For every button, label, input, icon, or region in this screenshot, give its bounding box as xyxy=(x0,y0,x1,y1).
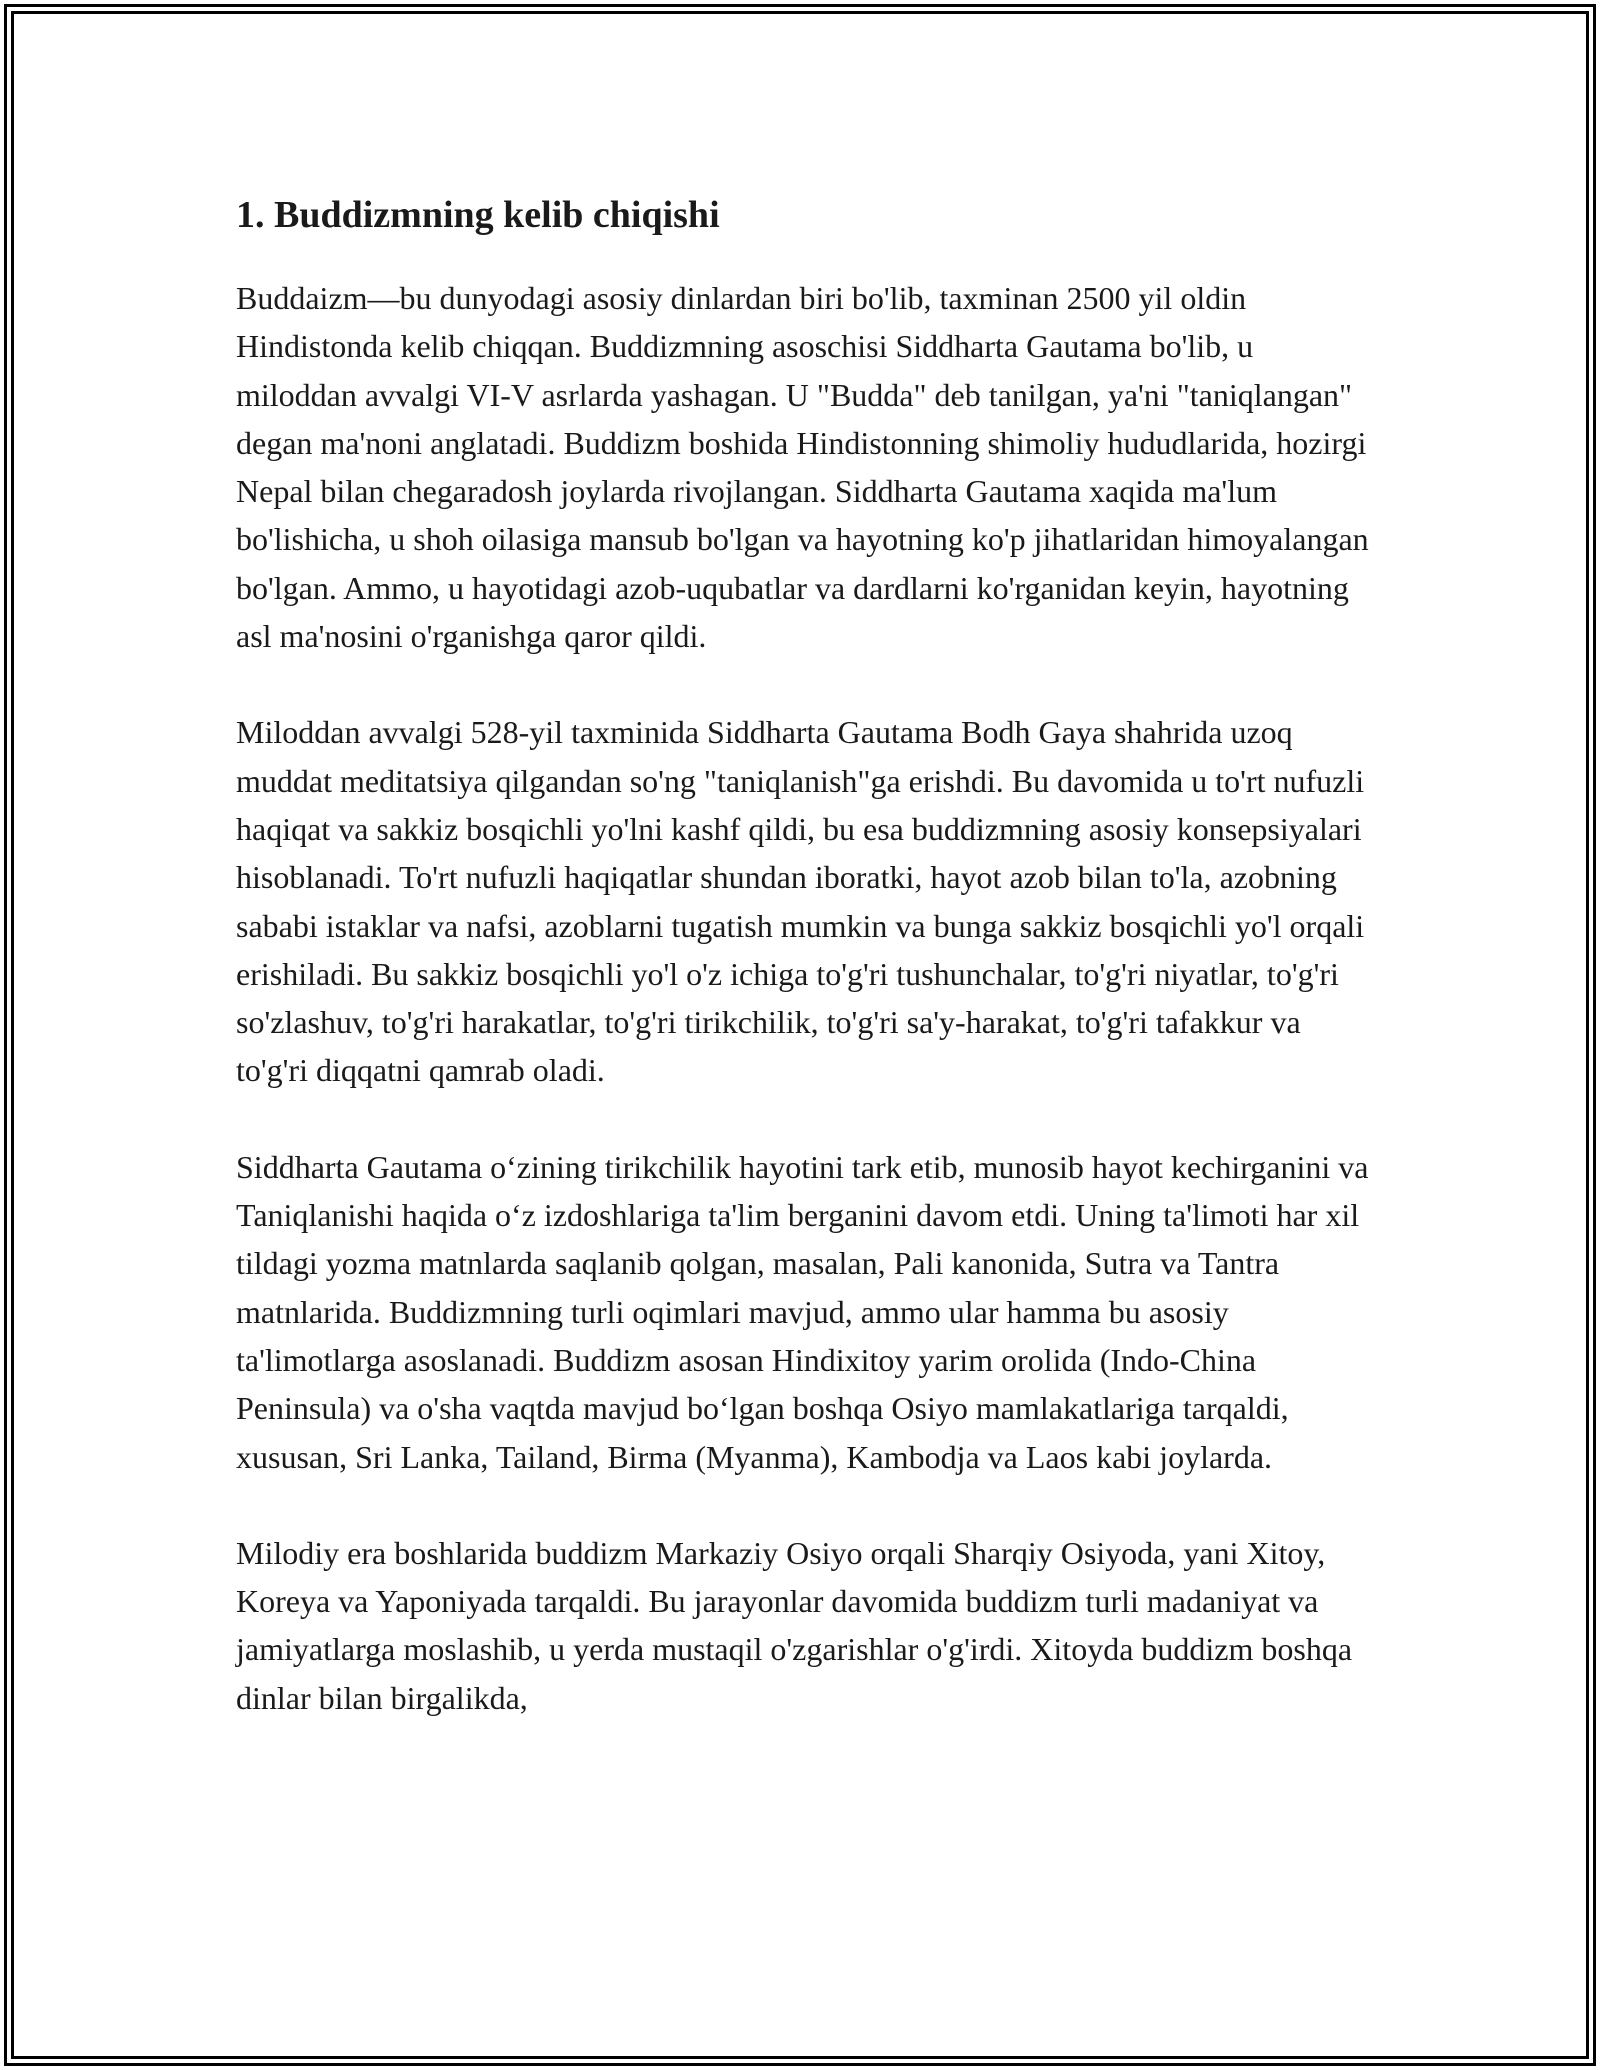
document-body xyxy=(236,190,1376,1770)
paragraph-3: Siddharta Gautama o‘zining tirikchilik hayotini tark etib, munosib hayot kechirganini va Taniqlanishi haqida o‘z izdoshlariga ta'lim berganini davom etdi. Uning ta'limoti har xil tildagi yozma matnlarda saqlanib qolgan, masalan, Pali kanonida, Sutra va Tantra matnlarida. Buddizmning turli oqimlari mavjud, ammo ular hamma bu asosiy ta'limotlarga asoslanadi. Buddizm asosan Hindixitoy yarim orolida (Indo-China Peninsula) va o'sha vaqtda mavjud bo‘lgan boshqa Osiyo mamlakatlariga tarqaldi, xususan, Sri Lanka, Tailand, Birma (Myanma), Kambodja va Laos kabi joylarda. xyxy=(236,1148,1369,1475)
paragraph-1: Buddaizm—bu dunyodagi asosiy dinlardan biri bo'lib, taxminan 2500 yil oldin Hindistonda kelib chiqqan. Buddizmning asoschisi Siddharta Gautama bo'lib, u miloddan avvalgi VI-V asrlarda yashagan. U "Budda" deb tanilgan, ya'ni "taniqlangan" degan ma'noni anglatadi. Buddizm boshida Hindistonning shimoliy hududlarida, hozirgi Nepal bilan chegaradosh joylarda rivojlangan. Siddharta Gautama xaqida ma'lum bo'lishicha, u shoh oilasiga mansub bo'lgan va hayotning ko'p jihatlaridan himoyalangan bo'lgan. Ammo, u hayotidagi azob-uqubatlar va dardlarni ko'rganidan keyin, hayotning asl ma'nosini o'rganishga qaror qildi. xyxy=(236,280,1369,655)
paragraph-4: Milodiy era boshlarida buddizm Markaziy Osiyo orqali Sharqiy Osiyoda, yani Xitoy, Koreya va Yaponiyada tarqaldi. Bu jarayonlar davomida buddizm turli madaniyat va jamiyatlarga moslashib, u yerda mustaqil o'zgarishlar o'g'irdi. Xitoyda buddizm boshqa dinlar bilan birgalikda, xyxy=(236,1534,1353,1716)
document-title: 1. Buddizmning kelib chiqishi xyxy=(236,194,720,236)
paragraph-2: Miloddan avvalgi 528-yil taxminida Siddharta Gautama Bodh Gaya shahrida uzoq muddat meditatsiya qilgandan so'ng "taniqlanish"ga erishdi. Bu davomida u to'rt nufuzli haqiqat va sakkiz bosqichli yo'lni kashf qildi, bu esa buddizmning asosiy konsepsiyalari hisoblanadi. To'rt nufuzli haqiqatlar shundan iboratki, hayot azob bilan to'la, azobning sababi istaklar va nafsi, azoblarni tugatish mumkin va bunga sakkiz bosqichli yo'l orqali erishiladi. Bu sakkiz bosqichli yo'l o'z ichiga to'g'ri tushunchalar, to'g'ri niyatlar, to'g'ri so'zlashuv, to'g'ri harakatlar, to'g'ri tirikchilik, to'g'ri sa'y-harakat, to'g'ri tafakkur va to'g'ri diqqatni qamrab oladi. xyxy=(236,714,1365,1089)
